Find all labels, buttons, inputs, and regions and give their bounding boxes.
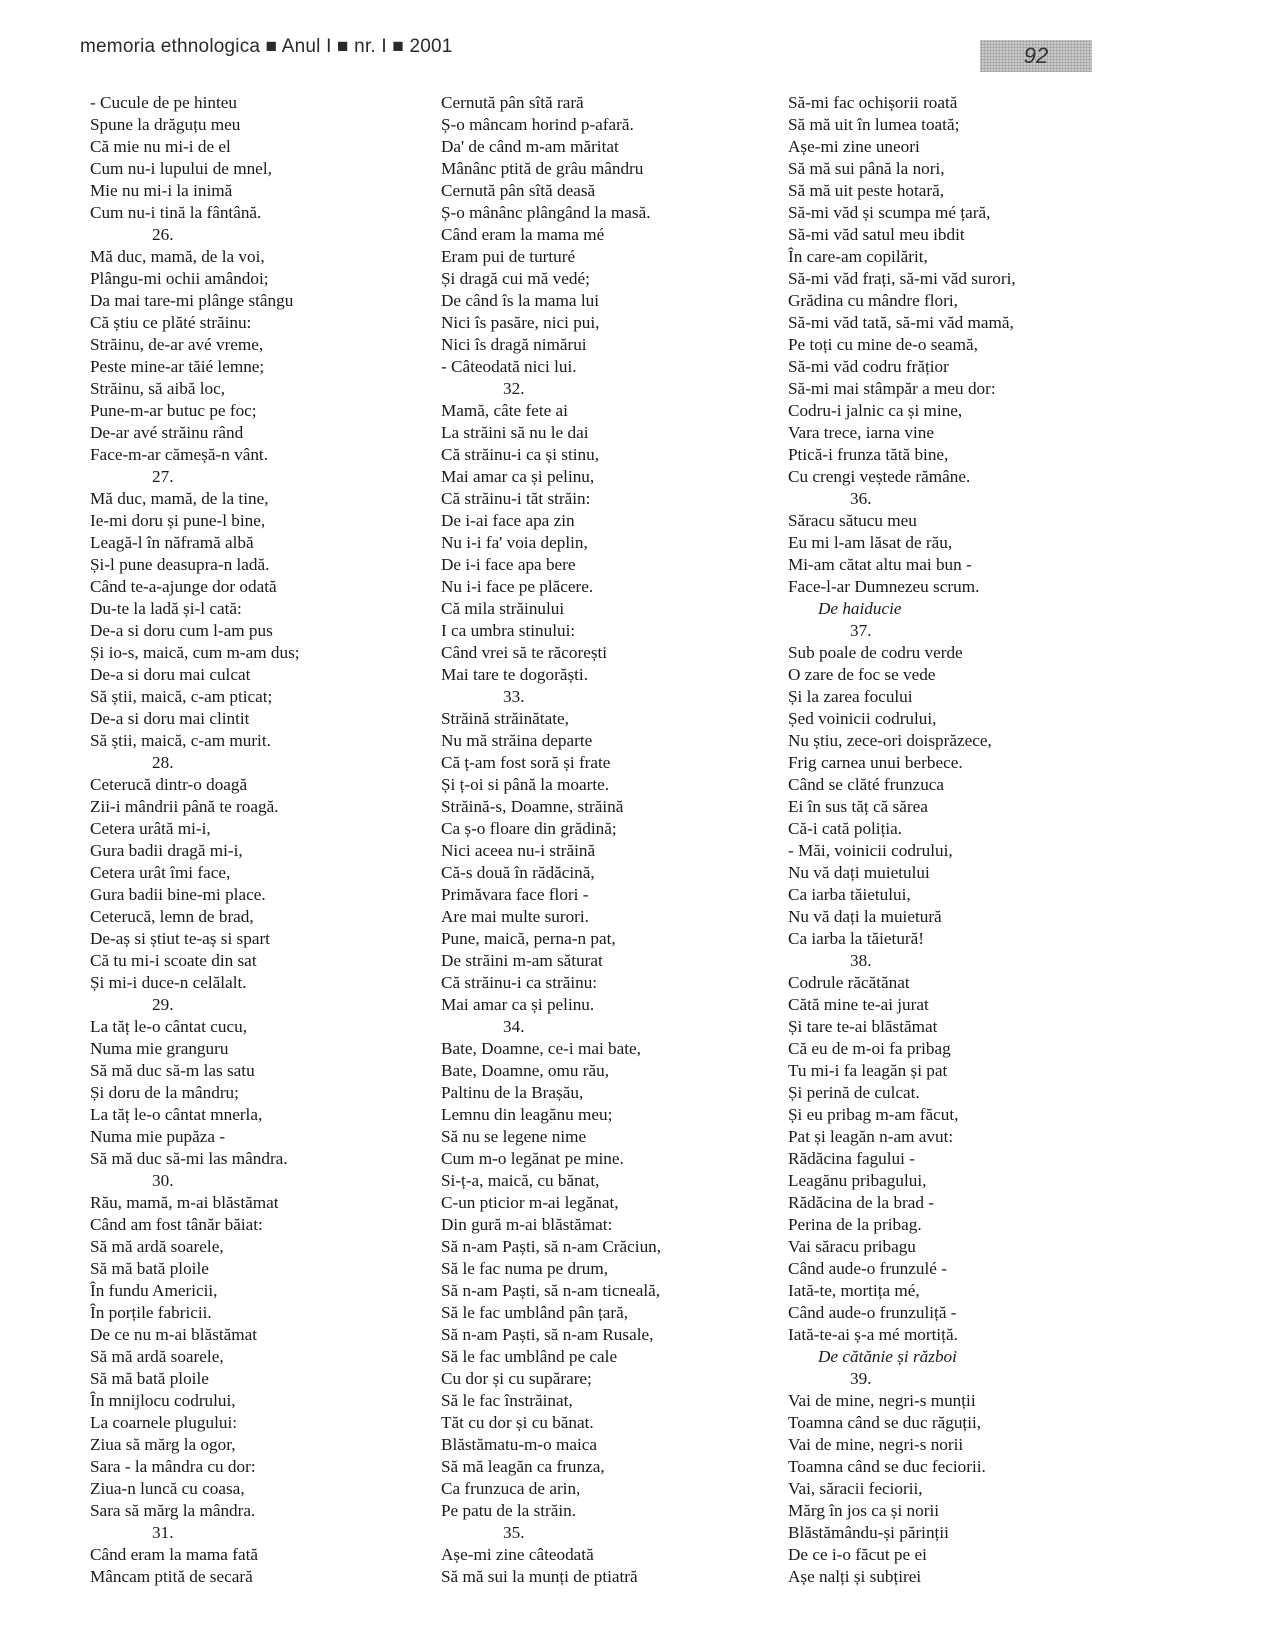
journal-header: memoria ethnologica ■ Anul I ■ nr. I ■ 2001 <box>80 36 453 57</box>
verse-line: Să mă sui la munți de ptiatră <box>441 1567 638 1586</box>
verse-line: Cum m-o legănat pe mine. <box>441 1149 624 1168</box>
poem-number: 37. <box>850 621 872 640</box>
verse-line: Din gură m-ai blăstămat: <box>441 1215 613 1234</box>
verse-line: Pe toți cu mine de-o seamă, <box>788 335 978 354</box>
verse-line: Spune la drăguțu meu <box>90 115 241 134</box>
verse-line: Vai de mine, negri-s norii <box>788 1435 964 1454</box>
verse-line: Ceterucă, lemn de brad, <box>90 907 254 926</box>
poem-number: 33. <box>503 687 525 706</box>
verse-line: Să mă leagăn ca frunza, <box>441 1457 605 1476</box>
verse-line: Că tu mi-i scoate din sat <box>90 951 257 970</box>
verse-line: La tăț le-o cântat cucu, <box>90 1017 247 1036</box>
verse-line: Cum nu-i tină la fântână. <box>90 203 262 222</box>
verse-line: Grădina cu mândre flori, <box>788 291 958 310</box>
verse-line: Să mă duc să-mi las mândra. <box>90 1149 288 1168</box>
verse-line: Să-mi văd satul meu ibdit <box>788 225 965 244</box>
verse-line: Și io-s, maică, cum m-am dus; <box>90 643 300 662</box>
verse-line: Să n-am Paști, să n-am ticneală, <box>441 1281 661 1300</box>
poem-number: 34. <box>503 1017 525 1036</box>
section-heading: De haiducie <box>818 599 902 618</box>
verse-line: De străini m-am săturat <box>441 951 603 970</box>
verse-line: Când eram la mama mé <box>441 225 605 244</box>
verse-line: - Cucule de pe hinteu <box>90 93 238 112</box>
verse-line: De i-i face apa bere <box>441 555 576 574</box>
verse-line: Să n-am Paști, să n-am Crăciun, <box>441 1237 662 1256</box>
verse-line: De-ar avé străinu rând <box>90 423 244 442</box>
section-heading: De cătănie și război <box>818 1347 957 1366</box>
verse-line: În fundu Americii, <box>90 1281 218 1300</box>
verse-line: Cum nu-i lupului de mnel, <box>90 159 272 178</box>
poem-number: 32. <box>503 379 525 398</box>
verse-line: Da' de când m-am măritat <box>441 137 619 156</box>
verse-line: Străinu, de-ar avé vreme, <box>90 335 264 354</box>
verse-line: Face-l-ar Dumnezeu scrum. <box>788 577 980 596</box>
verse-line: Când am fost tânăr băiat: <box>90 1215 263 1234</box>
verse-line: Când eram la mama fată <box>90 1545 258 1564</box>
verse-line: Că eu de m-oi fa pribag <box>788 1039 951 1058</box>
verse-line: Du-te la ladă și-l cată: <box>90 599 242 618</box>
verse-line: Plângu-mi ochii amândoi; <box>90 269 269 288</box>
verse-line: La coarnele plugului: <box>90 1413 237 1432</box>
verse-line: Pe patu de la străin. <box>441 1501 577 1520</box>
verse-line: Să mă bată ploile <box>90 1369 209 1388</box>
verse-line: Să mă ardă soarele, <box>90 1347 224 1366</box>
verse-line: Mai amar ca și pelinu, <box>441 467 595 486</box>
verse-line: Numa mie pupăza - <box>90 1127 226 1146</box>
verse-line: Mai tare te dogorăști. <box>441 665 589 684</box>
verse-line: Vara trece, iarna vine <box>788 423 935 442</box>
verse-line: Ca ș-o floare din grădină; <box>441 819 617 838</box>
verse-line: I ca umbra stinului: <box>441 621 576 640</box>
verse-line: Când vrei să te răcorești <box>441 643 608 662</box>
verse-line: Sara să mărg la mândra. <box>90 1501 256 1520</box>
poem-number: 31. <box>152 1523 174 1542</box>
verse-line: Ziua-n luncă cu coasa, <box>90 1479 245 1498</box>
verse-line: Cetera urâtă mi-i, <box>90 819 211 838</box>
verse-line: Și doru de la mândru; <box>90 1083 239 1102</box>
verse-line: Să-mi mai stâmpăr a meu dor: <box>788 379 996 398</box>
verse-line: Ș-o mâncam horind p-afară. <box>441 115 634 134</box>
verse-line: Iată-te-ai ș-a mé mortiță. <box>788 1325 958 1344</box>
verse-line: Să-mi văd codru frățior <box>788 357 949 376</box>
verse-line: Bate, Doamne, omu rău, <box>441 1061 610 1080</box>
verse-line: Zii-i mândrii până te roagă. <box>90 797 279 816</box>
verse-line: Așe-mi zine uneori <box>788 137 920 156</box>
verse-line: De-a si doru mai clintit <box>90 709 250 728</box>
verse-line: Tăt cu dor și cu bănat. <box>441 1413 594 1432</box>
text-column-2 <box>441 92 771 1588</box>
verse-line: Mânânc ptită de grâu mândru <box>441 159 644 178</box>
verse-line: Și tare te-ai blăstămat <box>788 1017 938 1036</box>
verse-line: Și la zarea focului <box>788 687 913 706</box>
verse-line: Ziua să mărg la ogor, <box>90 1435 236 1454</box>
verse-line: Nu vă dați la muietură <box>788 907 942 926</box>
verse-line: Să le fac înstrăinat, <box>441 1391 573 1410</box>
verse-line: Săracu sătucu meu <box>788 511 917 530</box>
verse-line: Nu vă dați muietului <box>788 863 930 882</box>
verse-line: Să mă uit în lumea toată; <box>788 115 960 134</box>
verse-line: Face-m-ar cămeșă-n vânt. <box>90 445 268 464</box>
verse-line: Gura badii bine-mi place. <box>90 885 266 904</box>
verse-line: Străină străinătate, <box>441 709 569 728</box>
verse-line: Nici aceea nu-i străină <box>441 841 596 860</box>
verse-line: Nu i-i fa' voia deplin, <box>441 533 588 552</box>
verse-line: Să nu se legene nime <box>441 1127 587 1146</box>
verse-line: Cernută pân sîtă deasă <box>441 181 596 200</box>
verse-line: Nu știu, zece-ori doisprăzece, <box>788 731 992 750</box>
verse-line: Să-mi văd și scumpa mé țară, <box>788 203 991 222</box>
verse-line: Așe-mi zine câteodată <box>441 1545 594 1564</box>
verse-line: De-aș si știut te-aș si spart <box>90 929 270 948</box>
verse-line: Mâncam ptită de secară <box>90 1567 253 1586</box>
verse-line: În mnijlocu codrului, <box>90 1391 236 1410</box>
verse-line: Vai de mine, negri-s munții <box>788 1391 976 1410</box>
verse-line: Tu mi-i fa leagăn și pat <box>788 1061 948 1080</box>
verse-line: Nici îs dragă nimărui <box>441 335 587 354</box>
poem-number: 26. <box>152 225 174 244</box>
verse-line: Să mă uit peste hotară, <box>788 181 945 200</box>
verse-line: Si-ț-a, maică, cu bănat, <box>441 1171 600 1190</box>
verse-line: Gura badii dragă mi-i, <box>90 841 243 860</box>
verse-line: Nici îs pasăre, nici pui, <box>441 313 600 332</box>
poem-number: 35. <box>503 1523 525 1542</box>
verse-line: Nu i-i face pe plăcere. <box>441 577 594 596</box>
verse-line: Paltinu de la Brașău, <box>441 1083 584 1102</box>
verse-line: Nu mă străina departe <box>441 731 593 750</box>
verse-line: Primăvara face flori - <box>441 885 589 904</box>
verse-line: Pune-m-ar butuc pe foc; <box>90 401 257 420</box>
verse-line: Și eu pribag m-am făcut, <box>788 1105 959 1124</box>
verse-line: Să mă bată ploile <box>90 1259 209 1278</box>
poem-number: 39. <box>850 1369 872 1388</box>
verse-line: Ș-o mânânc plângând la masă. <box>441 203 651 222</box>
verse-line: Să mă duc să-m las satu <box>90 1061 255 1080</box>
verse-line: Să n-am Paști, să n-am Rusale, <box>441 1325 654 1344</box>
verse-line: Perina de la pribag. <box>788 1215 922 1234</box>
verse-line: De-a si doru mai culcat <box>90 665 251 684</box>
verse-line: La tăț le-o cântat mnerla, <box>90 1105 263 1124</box>
poem-number: 30. <box>152 1171 174 1190</box>
verse-line: Și mi-i duce-n celălalt. <box>90 973 247 992</box>
verse-line: Cu dor și cu supărare; <box>441 1369 592 1388</box>
verse-line: Eu mi l-am lăsat de rău, <box>788 533 953 552</box>
verse-line: Cetera urât îmi face, <box>90 863 231 882</box>
verse-line: Mă duc, mamă, de la tine, <box>90 489 269 508</box>
verse-line: Pat și leagăn n-am avut: <box>788 1127 954 1146</box>
verse-line: Cernută pân sîtă rară <box>441 93 584 112</box>
verse-line: - Câteodată nici lui. <box>441 357 577 376</box>
verse-line: Are mai multe surori. <box>441 907 589 926</box>
verse-line: Să-mi văd tată, să-mi văd mamă, <box>788 313 1014 332</box>
verse-line: Codrule răcătănat <box>788 973 910 992</box>
verse-line: Ie-mi doru și pune-l bine, <box>90 511 266 530</box>
verse-line: Frig carnea unui berbece. <box>788 753 963 772</box>
verse-line: Să le fac umblând pe cale <box>441 1347 618 1366</box>
verse-line: Și ț-oi si până la moarte. <box>441 775 610 794</box>
verse-line: Mie nu mi-i la inimă <box>90 181 233 200</box>
verse-line: În care-am copilărit, <box>788 247 928 266</box>
verse-line: Să știi, maică, c-am murit. <box>90 731 271 750</box>
verse-line: Lemnu din leagănu meu; <box>441 1105 613 1124</box>
verse-line: Șed voinicii codrului, <box>788 709 937 728</box>
verse-line: Că străinu-i tăt străin: <box>441 489 591 508</box>
verse-line: Sara - la mândra cu dor: <box>90 1457 256 1476</box>
verse-line: Codru-i jalnic ca și mine, <box>788 401 963 420</box>
verse-line: Străină-s, Doamne, străină <box>441 797 624 816</box>
verse-line: Și dragă cui mă vedé; <box>441 269 590 288</box>
poem-number: 36. <box>850 489 872 508</box>
verse-line: O zare de foc se vede <box>788 665 936 684</box>
verse-line: Și perină de culcat. <box>788 1083 920 1102</box>
verse-line: Rău, mamă, m-ai blăstămat <box>90 1193 279 1212</box>
verse-line: Mai amar ca și pelinu. <box>441 995 595 1014</box>
verse-line: De ce i-o făcut pe ei <box>788 1545 927 1564</box>
verse-line: Blăstămându-și părinții <box>788 1523 949 1542</box>
verse-line: Că ț-am fost soră și frate <box>441 753 611 772</box>
verse-line: Eram pui de turturé <box>441 247 576 266</box>
verse-line: Leagă-l în năframă albă <box>90 533 254 552</box>
verse-line: În porțile fabricii. <box>90 1303 212 1322</box>
verse-line: Când aude-o frunzulé - <box>788 1259 947 1278</box>
verse-line: Mărg în jos ca și norii <box>788 1501 940 1520</box>
verse-line: Toamna când se duc răguții, <box>788 1413 982 1432</box>
verse-line: Numa mie granguru <box>90 1039 229 1058</box>
verse-line: Să mă sui până la nori, <box>788 159 945 178</box>
verse-line: Toamna când se duc feciorii. <box>788 1457 986 1476</box>
verse-line: Ca frunzuca de arin, <box>441 1479 581 1498</box>
verse-line: C-un pticior m-ai legănat, <box>441 1193 619 1212</box>
verse-line: Să-mi fac ochișorii roată <box>788 93 958 112</box>
verse-line: Vai, săracii feciorii, <box>788 1479 923 1498</box>
verse-line: De-a si doru cum l-am pus <box>90 621 273 640</box>
verse-line: Că-s două în rădăcină, <box>441 863 595 882</box>
verse-line: - Măi, voinicii codrului, <box>788 841 953 860</box>
verse-line: Să mă ardă soarele, <box>90 1237 224 1256</box>
verse-line: De ce nu m-ai blăstămat <box>90 1325 258 1344</box>
verse-line: Cătă mine te-ai jurat <box>788 995 929 1014</box>
verse-line: Să-mi văd frați, să-mi văd surori, <box>788 269 1016 288</box>
page-number: 92 <box>980 40 1092 72</box>
verse-line: Că mila străinului <box>441 599 565 618</box>
verse-line: Să le fac umblând pân țară, <box>441 1303 629 1322</box>
verse-line: Ei în sus tăț că sărea <box>788 797 928 816</box>
poem-number: 28. <box>152 753 174 772</box>
verse-line: Blăstămatu-m-o maica <box>441 1435 598 1454</box>
verse-line: Așe nalți și subțirei <box>788 1567 922 1586</box>
verse-line: Că străinu-i ca străinu: <box>441 973 598 992</box>
verse-line: Ptică-i frunza tătă bine, <box>788 445 949 464</box>
verse-line: Leagănu pribagului, <box>788 1171 927 1190</box>
verse-line: Că-i cată poliția. <box>788 819 903 838</box>
verse-line: Că mie nu mi-i de el <box>90 137 231 156</box>
verse-line: Când se clăté frunzuca <box>788 775 945 794</box>
poem-number: 29. <box>152 995 174 1014</box>
verse-line: Mamă, câte fete ai <box>441 401 568 420</box>
verse-line: Că știu ce plăté străinu: <box>90 313 252 332</box>
verse-line: Și-l pune deasupra-n ladă. <box>90 555 270 574</box>
verse-line: Mă duc, mamă, de la voi, <box>90 247 265 266</box>
verse-line: Că străinu-i ca și stinu, <box>441 445 600 464</box>
verse-line: Să știi, maică, c-am pticat; <box>90 687 273 706</box>
text-column-1 <box>90 92 420 1588</box>
verse-line: Să le fac numa pe drum, <box>441 1259 609 1278</box>
verse-line: Ca iarba la tăietură! <box>788 929 924 948</box>
verse-line: Când aude-o frunzuliță - <box>788 1303 957 1322</box>
verse-line: Iată-te, mortița mé, <box>788 1281 920 1300</box>
verse-line: Rădăcina fagului - <box>788 1149 915 1168</box>
verse-line: Sub poale de codru verde <box>788 643 963 662</box>
verse-line: Cu crengi veștede rămâne. <box>788 467 971 486</box>
verse-line: La străini să nu le dai <box>441 423 589 442</box>
verse-line: Când te-a-ajunge dor odată <box>90 577 277 596</box>
verse-line: Ceterucă dintr-o doagă <box>90 775 248 794</box>
verse-line: Da mai tare-mi plânge stângu <box>90 291 294 310</box>
verse-line: Vai săracu pribagu <box>788 1237 916 1256</box>
poem-number: 38. <box>850 951 872 970</box>
poem-number: 27. <box>152 467 174 486</box>
verse-line: Peste mine-ar tăié lemne; <box>90 357 265 376</box>
verse-line: Străinu, să aibă loc, <box>90 379 226 398</box>
verse-line: Ca iarba tăietului, <box>788 885 911 904</box>
verse-line: Pune, maică, perna-n pat, <box>441 929 616 948</box>
verse-line: Bate, Doamne, ce-i mai bate, <box>441 1039 641 1058</box>
verse-line: De când îs la mama lui <box>441 291 599 310</box>
verse-line: De i-ai face apa zin <box>441 511 575 530</box>
verse-line: Mi-am cătat altu mai bun - <box>788 555 972 574</box>
text-column-3 <box>788 92 1118 1588</box>
verse-line: Rădăcina de la brad - <box>788 1193 935 1212</box>
